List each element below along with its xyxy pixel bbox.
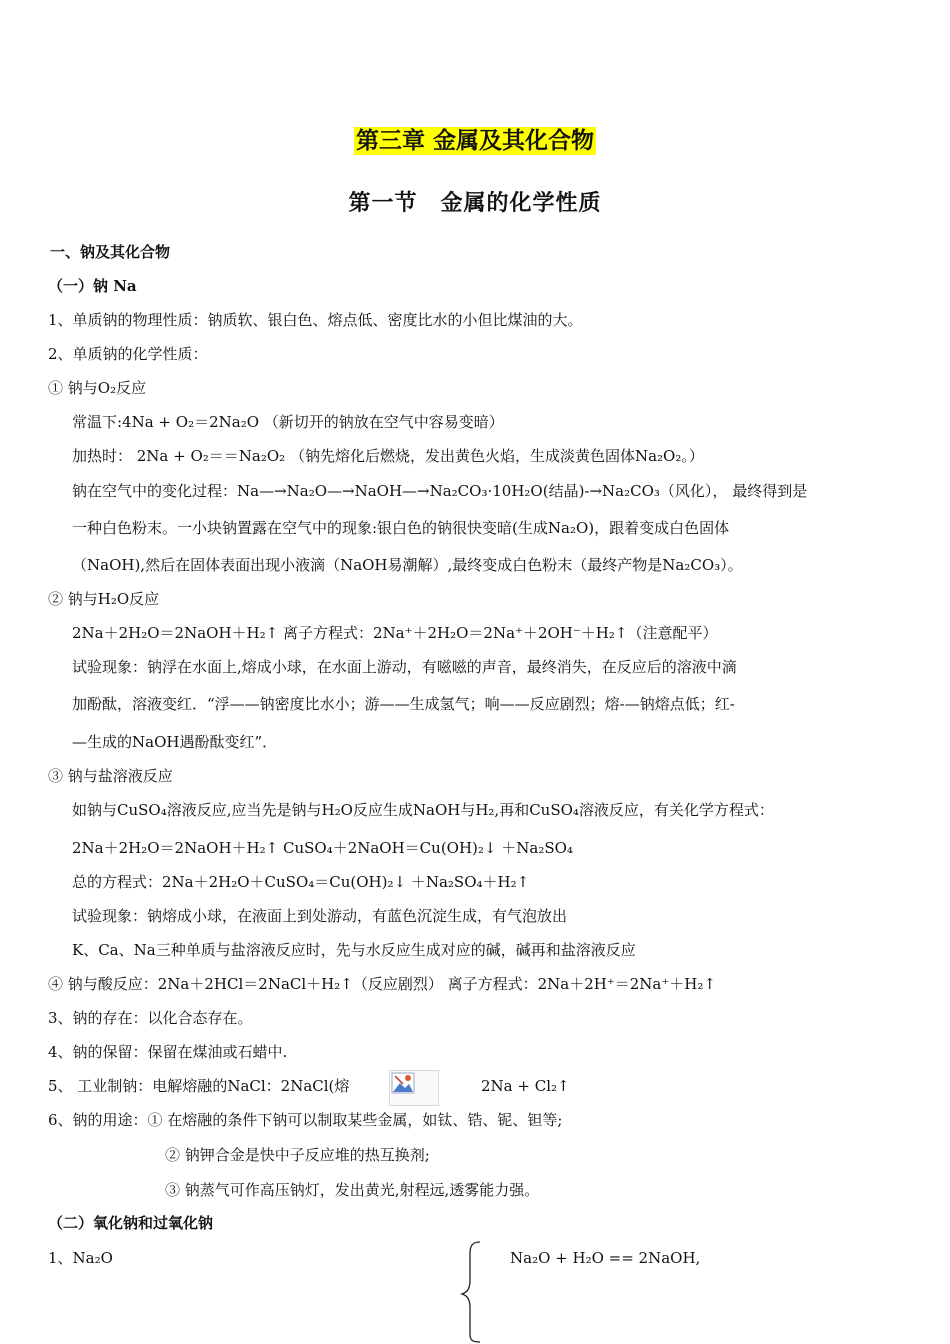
- text-line: 3、钠的存在：以化合态存在。: [48, 1009, 253, 1027]
- text-line: 2Na + Cl₂↑: [481, 1077, 570, 1095]
- text-line: 加热时： 2Na + O₂＝＝Na₂O₂ （钠先熔化后燃烧，发出黄色火焰，生成淡黄色固体Na₂O₂。）: [72, 447, 704, 465]
- text-line: ④ 钠与酸反应：2Na＋2HCl＝2NaCl＋H₂↑（反应剧烈） 离子方程式：2Na＋2H⁺＝2Na⁺＋H₂↑: [48, 975, 716, 993]
- section-title: 第一节 金属的化学性质: [348, 190, 602, 216]
- broken-image-icon: [389, 1070, 439, 1106]
- text-line: ① 钠与O₂反应: [48, 379, 147, 397]
- text-line: 5、 工业制钠：电解熔融的NaCl：2NaCl(熔: [48, 1077, 350, 1095]
- text-line: 6、钠的用途：① 在熔融的条件下钠可以制取某些金属，如钛、锆、铌、钽等;: [48, 1111, 563, 1129]
- text-line: 试验现象：钠浮在水面上,熔成小球，在水面上游动，有嗞嗞的声音，最终消失，在反应后的溶液中滴: [72, 658, 737, 676]
- text-line: ③ 钠蒸气可作高压钠灯，发出黄光,射程远,透雾能力强。: [165, 1181, 540, 1199]
- text-line: 钠在空气中的变化过程：Na—→Na₂O—→NaOH—→Na₂CO₃·10H₂O(结晶)-→Na₂CO₃（风化）， 最终得到是: [72, 482, 808, 500]
- text-line: 试验现象：钠熔成小球，在液面上到处游动，有蓝色沉淀生成，有气泡放出: [72, 907, 568, 925]
- text-line: —生成的NaOH遇酚酞变红”．: [72, 733, 278, 751]
- text-line: 如钠与CuSO₄溶液反应,应当先是钠与H₂O反应生成NaOH与H₂,再和CuSO₄溶液反应，有关化学方程式：: [72, 801, 774, 819]
- text-line: 2Na＋2H₂O＝2NaOH＋H₂↑ CuSO₄＋2NaOH＝Cu(OH)₂↓ ＋Na₂SO₄: [72, 839, 573, 857]
- text-line: ③ 钠与盐溶液反应: [48, 767, 173, 785]
- text-line: Na₂O + H₂O == 2NaOH,: [510, 1249, 701, 1267]
- chapter-title: 第三章 金属及其化合物: [355, 128, 594, 154]
- text-line: 2、单质钠的化学性质：: [48, 345, 208, 363]
- curly-brace-icon: [458, 1240, 486, 1344]
- heading-sodium-compounds: 一、钠及其化合物: [50, 243, 171, 261]
- text-line: K、Ca、Na三种单质与盐溶液反应时，先与水反应生成对应的碱，碱再和盐溶液反应: [72, 941, 636, 959]
- text-line: 4、钠的保留：保留在煤油或石蜡中.: [48, 1043, 288, 1061]
- heading-oxides: （二）氧化钠和过氧化钠: [48, 1214, 214, 1232]
- text-line: 1、单质钠的物理性质：钠质软、银白色、熔点低、密度比水的小但比煤油的大。: [48, 311, 583, 329]
- text-line: ② 钠与H₂O反应: [48, 590, 160, 608]
- text-line: 一种白色粉末。一小块钠置露在空气中的现象:银白色的钠很快变暗(生成Na₂O)，跟着变成白色固体: [72, 519, 730, 537]
- text-line: （NaOH),然后在固体表面出现小液滴（NaOH易潮解）,最终变成白色粉末（最终产物是Na₂CO₃）。: [72, 556, 743, 574]
- heading-sodium: （一）钠 Na: [48, 277, 137, 295]
- text-line: ② 钠钾合金是快中子反应堆的热互换剂;: [165, 1146, 430, 1164]
- text-line: 总的方程式：2Na＋2H₂O＋CuSO₄＝Cu(OH)₂↓ ＋Na₂SO₄＋H₂↑: [72, 873, 530, 891]
- text-line: 常温下:4Na + O₂＝2Na₂O （新切开的钠放在空气中容易变暗）: [72, 413, 504, 431]
- text-line: 1、Na₂O: [48, 1249, 113, 1267]
- text-line: 2Na＋2H₂O＝2NaOH＋H₂↑ 离子方程式：2Na⁺＋2H₂O＝2Na⁺＋2OH⁻＋H₂↑（注意配平）: [72, 624, 718, 642]
- text-line: 加酚酞，溶液变红．“浮——钠密度比水小；游——生成氢气；响——反应剧烈；熔-—钠熔点低；红-: [72, 695, 735, 713]
